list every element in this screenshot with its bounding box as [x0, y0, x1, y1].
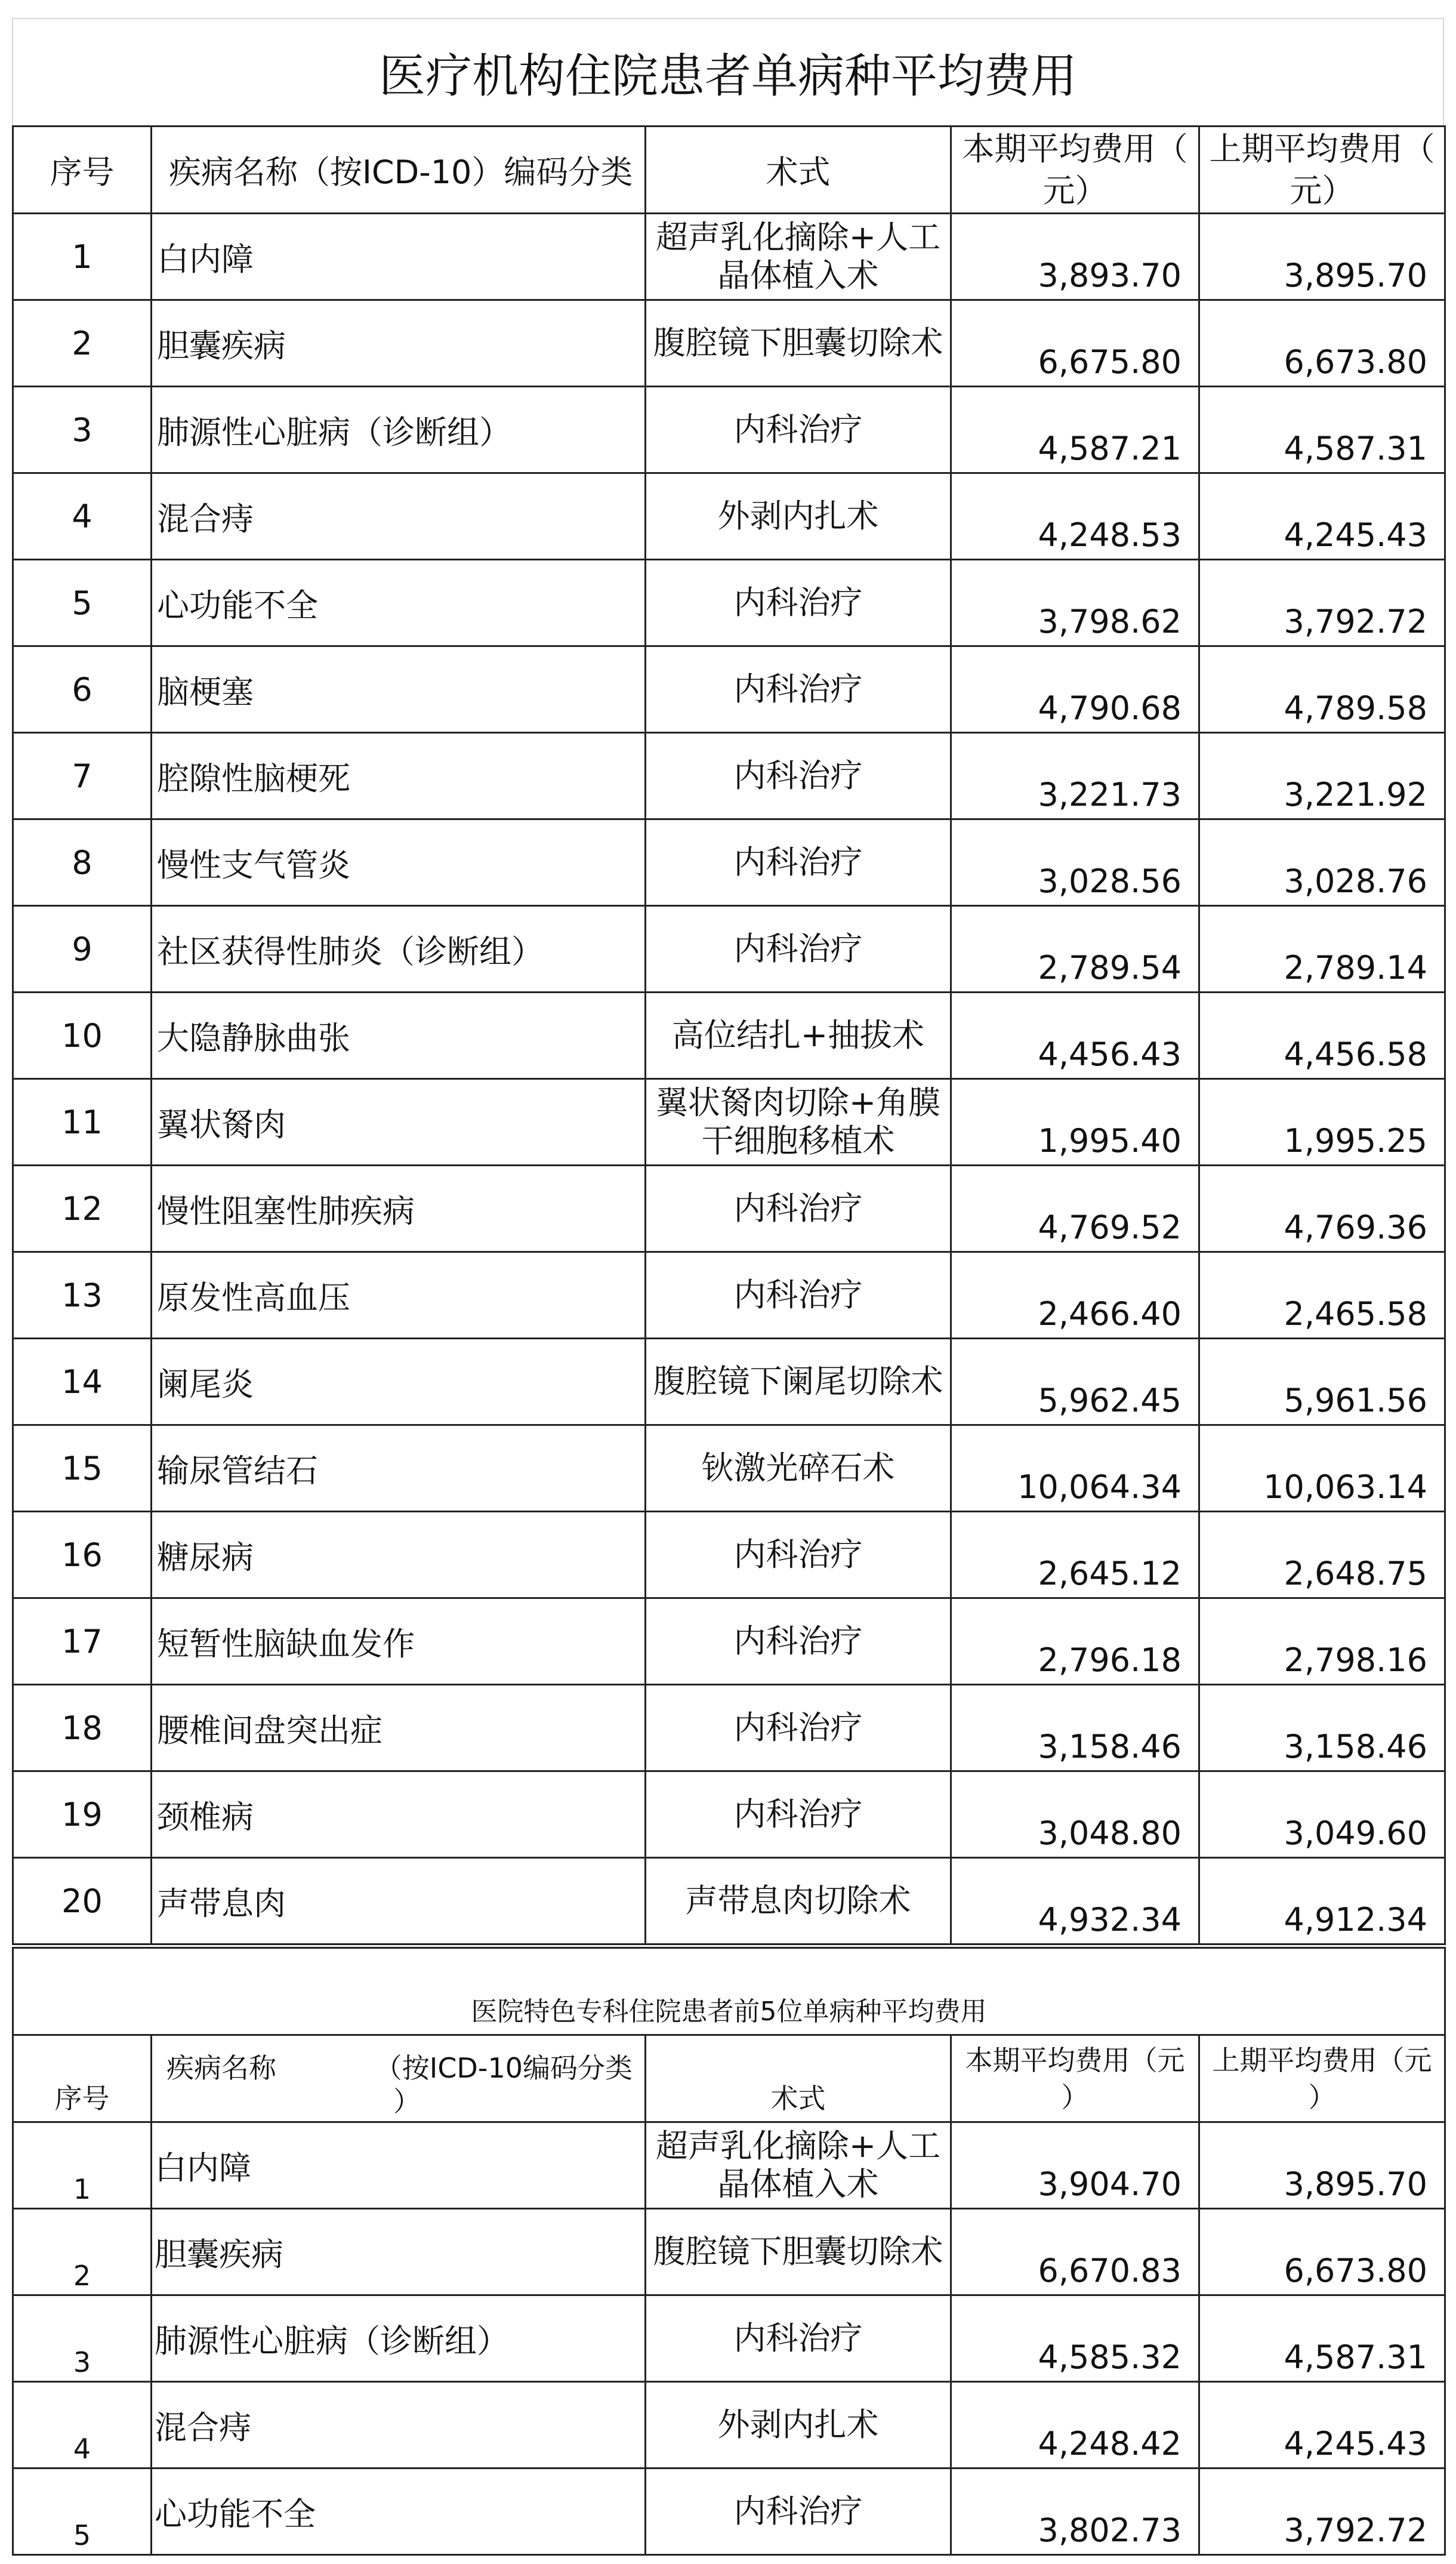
procedure-line1: 翼状胬肉切除+角膜	[655, 1084, 941, 1121]
procedure-line2: 干细胞移植术	[701, 1122, 895, 1160]
procedure-cell[interactable]	[646, 1598, 951, 1685]
procedure-line1: 外剥内扎术	[717, 497, 879, 535]
disease-name-cell[interactable]: 慢性阻塞性肺疾病	[152, 1166, 646, 1252]
procedure-line1: 超声乳化摘除+人工	[655, 218, 941, 256]
row-index-cell[interactable]: 12	[13, 1166, 152, 1252]
procedure-line1: 外剥内扎术	[717, 2406, 879, 2443]
current-fee-cell[interactable]: 3,904.70	[951, 2122, 1199, 2209]
header-current-fee-line1: 本期平均费用（元	[965, 2044, 1185, 2076]
disease-name-cell[interactable]: 腔隙性脑梗死	[152, 733, 646, 819]
specialty-fee-table	[12, 1947, 1446, 2556]
disease-name-cell[interactable]: 混合痔	[152, 473, 646, 560]
previous-fee-cell[interactable]: 4,587.31	[1199, 387, 1445, 473]
current-fee-cell[interactable]: 4,790.68	[951, 646, 1199, 733]
procedure-line1: 声带息肉切除术	[685, 1882, 911, 1919]
procedure-cell[interactable]	[646, 1425, 951, 1512]
row-index-cell[interactable]: 1	[13, 2122, 152, 2209]
disease-name-cell[interactable]: 脑梗塞	[152, 646, 646, 733]
procedure-line1: 高位结扎+抽拔术	[671, 1016, 925, 1054]
procedure-cell[interactable]	[646, 1079, 951, 1166]
procedure-line1: 内科治疗	[733, 1536, 863, 1573]
row-index-cell[interactable]: 13	[13, 1252, 152, 1339]
row-index-cell[interactable]: 16	[13, 1512, 152, 1598]
procedure-line1: 超声乳化摘除+人工	[655, 2127, 941, 2165]
header-current-fee-line2: ）	[1061, 2081, 1089, 2113]
procedure-cell[interactable]	[646, 300, 951, 387]
table-row	[13, 906, 1445, 993]
current-fee-cell[interactable]: 4,248.42	[951, 2382, 1199, 2469]
previous-fee-cell[interactable]: 3,028.76	[1199, 819, 1445, 906]
current-fee-cell[interactable]: 3,802.73	[951, 2469, 1199, 2555]
row-index-cell[interactable]: 6	[13, 646, 152, 733]
header-disease-name-c: ）	[393, 2085, 421, 2118]
table-row	[13, 1166, 1445, 1252]
specialty-table-title-row	[13, 1948, 1445, 2035]
row-index-cell[interactable]: 8	[13, 819, 152, 906]
procedure-cell[interactable]	[646, 1252, 951, 1339]
procedure-cell[interactable]	[646, 473, 951, 560]
table-row	[13, 1685, 1445, 1771]
row-index-cell[interactable]: 11	[13, 1079, 152, 1166]
header-disease-name[interactable]: 疾病名称（按ICD-10）编码分类	[152, 127, 646, 214]
header-disease-name-b: （按ICD-10编码分类	[374, 2052, 633, 2084]
current-fee-cell[interactable]: 1,995.40	[951, 1079, 1199, 1166]
current-fee-cell[interactable]: 3,048.80	[951, 1771, 1199, 1858]
header-previous-fee[interactable]	[1199, 2035, 1445, 2122]
row-index-cell[interactable]: 1	[13, 214, 152, 300]
current-fee-cell[interactable]: 6,675.80	[951, 300, 1199, 387]
table-row	[13, 1512, 1445, 1598]
previous-fee-cell[interactable]: 2,648.75	[1199, 1512, 1445, 1598]
procedure-cell[interactable]	[646, 2122, 951, 2209]
previous-fee-cell[interactable]: 10,063.14	[1199, 1425, 1445, 1512]
previous-fee-cell[interactable]: 1,995.25	[1199, 1079, 1445, 1166]
table-row	[13, 2209, 1445, 2295]
disease-name-cell[interactable]: 短暂性脑缺血发作	[152, 1598, 646, 1685]
procedure-cell[interactable]	[646, 993, 951, 1079]
disease-name-cell[interactable]: 胆囊疾病	[152, 2209, 646, 2295]
header-disease-name-a: 疾病名称	[166, 2052, 276, 2084]
row-index-cell[interactable]: 9	[13, 906, 152, 993]
disease-name-cell[interactable]: 胆囊疾病	[152, 300, 646, 387]
procedure-cell[interactable]	[646, 2209, 951, 2295]
row-index-cell[interactable]: 3	[13, 387, 152, 473]
disease-name-cell[interactable]: 慢性支气管炎	[152, 819, 646, 906]
disease-name-cell[interactable]: 社区获得性肺炎（诊断组）	[152, 906, 646, 993]
header-disease-name[interactable]	[152, 2035, 646, 2122]
disease-name-cell[interactable]: 肺源性心脏病（诊断组）	[152, 2295, 646, 2382]
table-row	[13, 1339, 1445, 1425]
disease-name-cell[interactable]: 大隐静脉曲张	[152, 993, 646, 1079]
procedure-line1: 内科治疗	[733, 930, 863, 967]
previous-fee-cell[interactable]: 4,245.43	[1199, 473, 1445, 560]
disease-name-cell[interactable]: 翼状胬肉	[152, 1079, 646, 1166]
row-index-cell[interactable]: 4	[13, 2382, 152, 2469]
previous-fee-cell[interactable]: 2,798.16	[1199, 1598, 1445, 1685]
procedure-line1: 钬激光碎石术	[701, 1449, 895, 1487]
header-current-fee-line1: 本期平均费用（	[962, 130, 1188, 168]
current-fee-cell[interactable]: 3,028.56	[951, 819, 1199, 906]
procedure-line2: 晶体植入术	[717, 257, 879, 294]
header-previous-fee-line2: ）	[1308, 2081, 1336, 2113]
procedure-line1: 腹腔镜下阑尾切除术	[653, 1363, 943, 1400]
current-fee-cell[interactable]: 2,466.40	[951, 1252, 1199, 1339]
procedure-cell[interactable]	[646, 819, 951, 906]
disease-name-cell[interactable]: 糖尿病	[152, 1512, 646, 1598]
procedure-cell[interactable]	[646, 1166, 951, 1252]
procedure-cell[interactable]	[646, 387, 951, 473]
procedure-line1: 内科治疗	[733, 670, 863, 708]
procedure-line1: 内科治疗	[733, 2492, 863, 2530]
current-fee-cell[interactable]: 5,962.45	[951, 1339, 1199, 1425]
current-fee-cell[interactable]: 2,796.18	[951, 1598, 1199, 1685]
row-index-cell[interactable]: 4	[13, 473, 152, 560]
table-row	[13, 300, 1445, 387]
table-header-row	[13, 127, 1445, 214]
table-row	[13, 993, 1445, 1079]
previous-fee-cell[interactable]: 4,769.36	[1199, 1166, 1445, 1252]
previous-fee-cell[interactable]: 3,158.46	[1199, 1685, 1445, 1771]
disease-name-cell[interactable]: 白内障	[152, 2122, 646, 2209]
row-index-cell[interactable]: 19	[13, 1771, 152, 1858]
specialty-table-title[interactable]: 医院特色专科住院患者前5位单病种平均费用	[13, 1948, 1445, 2035]
procedure-cell[interactable]	[646, 1339, 951, 1425]
table-row	[13, 560, 1445, 646]
table-row	[13, 2469, 1445, 2555]
table-row	[13, 1858, 1445, 1944]
previous-fee-cell[interactable]: 3,895.70	[1199, 214, 1445, 300]
header-previous-fee-line1: 上期平均费用（	[1209, 130, 1435, 168]
previous-fee-cell[interactable]: 3,221.92	[1199, 733, 1445, 819]
table-row	[13, 1771, 1445, 1858]
table-row	[13, 819, 1445, 906]
disease-name-cell[interactable]: 阑尾炎	[152, 1339, 646, 1425]
row-index-cell[interactable]: 2	[13, 300, 152, 387]
header-current-fee[interactable]	[951, 2035, 1199, 2122]
previous-fee-cell[interactable]: 3,895.70	[1199, 2122, 1445, 2209]
previous-fee-cell[interactable]: 4,912.34	[1199, 1858, 1445, 1944]
current-fee-cell[interactable]: 3,893.70	[951, 214, 1199, 300]
procedure-cell[interactable]	[646, 214, 951, 300]
previous-fee-cell[interactable]: 3,792.72	[1199, 2469, 1445, 2555]
header-index[interactable]: 序号	[13, 2035, 152, 2122]
procedure-cell[interactable]	[646, 646, 951, 733]
header-index[interactable]: 序号	[13, 127, 152, 214]
procedure-line1: 内科治疗	[733, 1709, 863, 1746]
table-row	[13, 733, 1445, 819]
procedure-line1: 内科治疗	[733, 2319, 863, 2357]
disease-name-cell[interactable]: 腰椎间盘突出症	[152, 1685, 646, 1771]
procedure-line1: 内科治疗	[733, 584, 863, 621]
header-previous-fee[interactable]	[1199, 127, 1445, 214]
procedure-cell[interactable]	[646, 2382, 951, 2469]
previous-fee-cell[interactable]: 4,789.58	[1199, 646, 1445, 733]
current-fee-cell[interactable]: 3,158.46	[951, 1685, 1199, 1771]
current-fee-cell[interactable]: 3,798.62	[951, 560, 1199, 646]
table-row	[13, 387, 1445, 473]
table-row	[13, 473, 1445, 560]
procedure-line1: 内科治疗	[733, 1622, 863, 1660]
procedure-line1: 内科治疗	[733, 1189, 863, 1227]
disease-name-cell[interactable]: 心功能不全	[152, 560, 646, 646]
disease-name-cell[interactable]: 肺源性心脏病（诊断组）	[152, 387, 646, 473]
table-row	[13, 214, 1445, 300]
header-current-fee-line2: 元）	[1042, 171, 1108, 209]
procedure-line1: 内科治疗	[733, 1795, 863, 1833]
row-index-cell[interactable]: 7	[13, 733, 152, 819]
current-fee-cell[interactable]: 4,248.53	[951, 473, 1199, 560]
row-index-cell[interactable]: 5	[13, 560, 152, 646]
page-title: 医疗机构住院患者单病种平均费用	[12, 18, 1444, 125]
header-procedure[interactable]: 术式	[646, 2035, 951, 2122]
row-index-cell[interactable]: 3	[13, 2295, 152, 2382]
disease-name-cell[interactable]: 白内障	[152, 214, 646, 300]
table-row	[13, 1079, 1445, 1166]
procedure-cell[interactable]	[646, 1858, 951, 1944]
table-row	[13, 2295, 1445, 2382]
current-fee-cell[interactable]: 4,587.21	[951, 387, 1199, 473]
table-row	[13, 646, 1445, 733]
table-row	[13, 2382, 1445, 2469]
procedure-line1: 内科治疗	[733, 411, 863, 448]
row-index-cell[interactable]: 5	[13, 2469, 152, 2555]
previous-fee-cell[interactable]: 6,673.80	[1199, 300, 1445, 387]
row-index-cell[interactable]: 20	[13, 1858, 152, 1944]
procedure-cell[interactable]	[646, 560, 951, 646]
procedure-cell[interactable]	[646, 906, 951, 993]
disease-name-cell[interactable]: 声带息肉	[152, 1858, 646, 1944]
procedure-line1: 内科治疗	[733, 1276, 863, 1314]
previous-fee-cell[interactable]: 4,587.31	[1199, 2295, 1445, 2382]
procedure-cell[interactable]	[646, 1685, 951, 1771]
table-row	[13, 1425, 1445, 1512]
current-fee-cell[interactable]: 3,221.73	[951, 733, 1199, 819]
procedure-cell[interactable]	[646, 2295, 951, 2382]
previous-fee-cell[interactable]: 4,245.43	[1199, 2382, 1445, 2469]
row-index-cell[interactable]: 2	[13, 2209, 152, 2295]
previous-fee-cell[interactable]: 3,049.60	[1199, 1771, 1445, 1858]
row-index-cell[interactable]: 18	[13, 1685, 152, 1771]
table-row	[13, 2122, 1445, 2209]
main-fee-table	[12, 125, 1446, 1945]
disease-name-cell[interactable]: 输尿管结石	[152, 1425, 646, 1512]
header-previous-fee-line1: 上期平均费用（元	[1212, 2044, 1432, 2076]
procedure-line1: 腹腔镜下胆囊切除术	[653, 324, 943, 362]
current-fee-cell[interactable]: 2,789.54	[951, 906, 1199, 993]
previous-fee-cell[interactable]: 3,792.72	[1199, 560, 1445, 646]
previous-fee-cell[interactable]: 2,465.58	[1199, 1252, 1445, 1339]
procedure-line2: 晶体植入术	[717, 2165, 879, 2203]
disease-name-cell[interactable]: 颈椎病	[152, 1771, 646, 1858]
disease-name-cell[interactable]: 混合痔	[152, 2382, 646, 2469]
previous-fee-cell[interactable]: 5,961.56	[1199, 1339, 1445, 1425]
header-previous-fee-line2: 元）	[1290, 171, 1355, 209]
procedure-line1: 内科治疗	[733, 757, 863, 794]
procedure-cell[interactable]	[646, 1771, 951, 1858]
procedure-line1: 腹腔镜下胆囊切除术	[653, 2233, 943, 2270]
row-index-cell[interactable]: 15	[13, 1425, 152, 1512]
disease-name-cell[interactable]: 原发性高血压	[152, 1252, 646, 1339]
procedure-line1: 内科治疗	[733, 843, 863, 881]
current-fee-cell[interactable]: 4,585.32	[951, 2295, 1199, 2382]
procedure-cell[interactable]	[646, 733, 951, 819]
current-fee-cell[interactable]: 4,932.34	[951, 1858, 1199, 1944]
procedure-cell[interactable]	[646, 1512, 951, 1598]
current-fee-cell[interactable]: 6,670.83	[951, 2209, 1199, 2295]
disease-name-cell[interactable]: 心功能不全	[152, 2469, 646, 2555]
table-row	[13, 1598, 1445, 1685]
specialty-header-row	[13, 2035, 1445, 2122]
current-fee-cell[interactable]: 4,456.43	[951, 993, 1199, 1079]
previous-fee-cell[interactable]: 2,789.14	[1199, 906, 1445, 993]
row-index-cell[interactable]: 17	[13, 1598, 152, 1685]
current-fee-cell[interactable]: 4,769.52	[951, 1166, 1199, 1252]
previous-fee-cell[interactable]: 4,456.58	[1199, 993, 1445, 1079]
row-index-cell[interactable]: 14	[13, 1339, 152, 1425]
procedure-cell[interactable]	[646, 2469, 951, 2555]
previous-fee-cell[interactable]: 6,673.80	[1199, 2209, 1445, 2295]
current-fee-cell[interactable]: 2,645.12	[951, 1512, 1199, 1598]
header-current-fee[interactable]	[951, 127, 1199, 214]
current-fee-cell[interactable]: 10,064.34	[951, 1425, 1199, 1512]
row-index-cell[interactable]: 10	[13, 993, 152, 1079]
table-row	[13, 1252, 1445, 1339]
header-procedure[interactable]: 术式	[646, 127, 951, 214]
